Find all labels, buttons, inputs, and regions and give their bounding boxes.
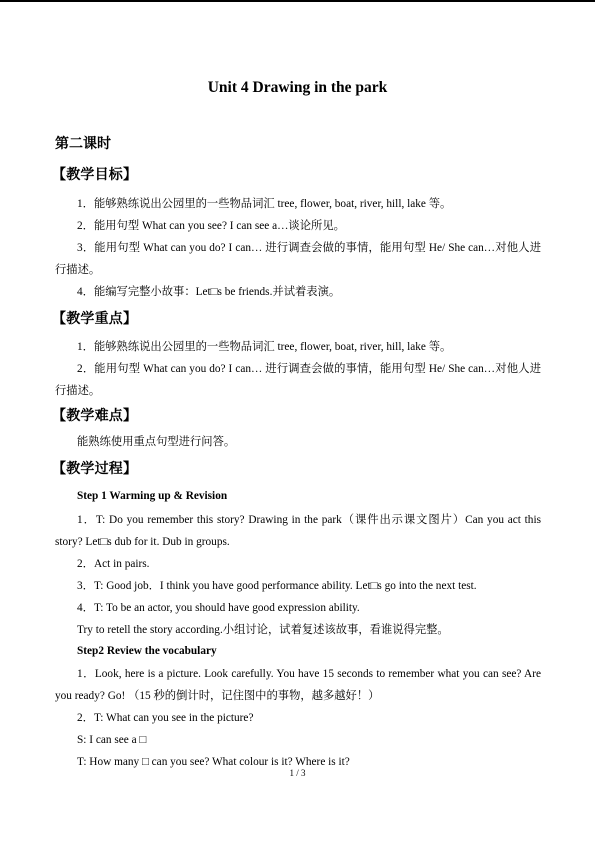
section-key-heading: 【教学重点】	[52, 312, 138, 327]
key-point-item: 2．能用句型 What can you do? I can… 进行调查会做的事情，能用句型 He/ She can…对他人进行描述。	[55, 363, 541, 397]
lesson-label: 第二课时	[55, 137, 111, 152]
difficulty-text: 能熟练使用重点句型进行问答。	[77, 436, 236, 448]
step1-line: 1．T: Do you remember this story? Drawing in the park（课件出示课文图片）Can you act this story? Let□s dub for it. Dub in groups.	[55, 514, 541, 548]
step1-line: 4．T: To be an actor, you should have good expression ability.	[77, 602, 360, 614]
step1-line: 3．T: Good job．I think you have good performance ability. Let□s go into the next test.	[77, 580, 477, 592]
goal-item: 1．能够熟练说出公园里的一些物品词汇 tree, flower, boat, river, hill, lake 等。	[77, 198, 452, 210]
step1-line: Try to retell the story according.小组讨论，试着复述该故事，看谁说得完整。	[77, 624, 449, 636]
step2-heading: Step2 Review the vocabulary	[77, 645, 217, 657]
key-point-item: 1．能够熟练说出公园里的一些物品词汇 tree, flower, boat, river, hill, lake 等。	[77, 341, 452, 353]
document-title: Unit 4 Drawing in the park	[207, 79, 388, 96]
step1-line: 2．Act in pairs.	[77, 558, 150, 570]
step2-line: T: How many □ can you see? What colour is it? Where is it?	[77, 756, 350, 768]
step2-line: 2．T: What can you see in the picture?	[77, 712, 254, 724]
section-goals-heading: 【教学目标】	[52, 168, 138, 183]
top-rule	[0, 0, 595, 2]
step1-heading: Step 1 Warming up & Revision	[77, 490, 228, 502]
page-number: 1 / 3	[289, 768, 306, 778]
goal-item: 2．能用句型 What can you see? I can see a…谈论所见。	[77, 220, 345, 232]
section-process-heading: 【教学过程】	[52, 462, 138, 477]
section-difficulty-heading: 【教学难点】	[52, 409, 138, 424]
step2-line: S: I can see a □	[77, 734, 147, 746]
step2-line: 1．Look, here is a picture. Look carefully. You have 15 seconds to remember what you can see? Are you ready? Go! （15 秒的倒计时，记住图中的事物，越多越好！）	[55, 668, 541, 702]
goal-item: 3．能用句型 What can you do? I can… 进行调查会做的事情，能用句型 He/ She can…对他人进行描述。	[55, 242, 541, 276]
goal-item: 4．能编写完整小故事：Let□s be friends.并试着表演。	[77, 286, 341, 298]
